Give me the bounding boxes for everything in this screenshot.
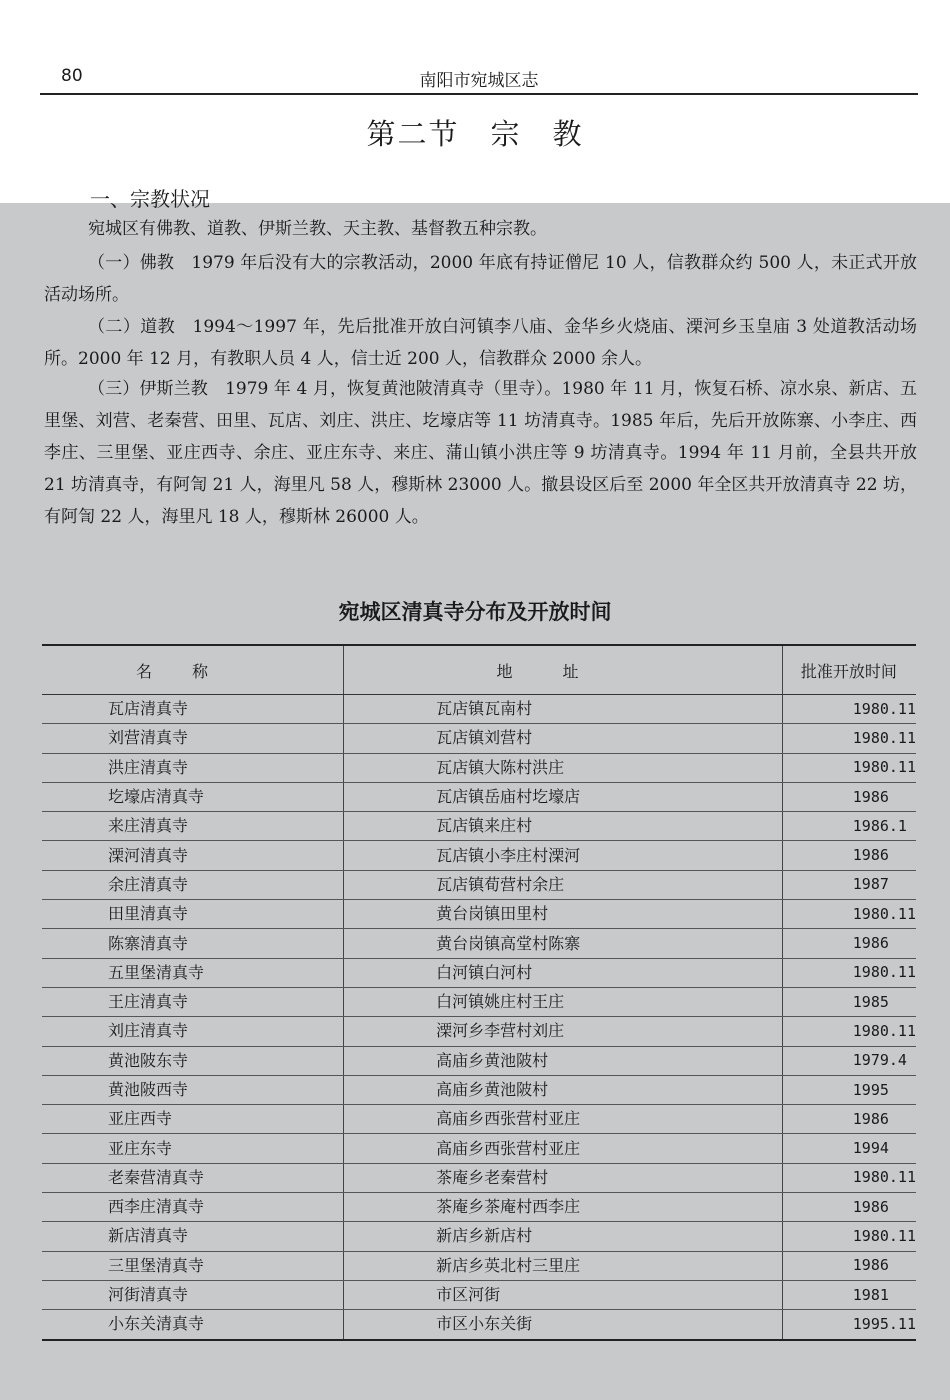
table-title: 宛城区清真寺分布及开放时间 bbox=[338, 600, 612, 624]
table-row bbox=[42, 1222, 916, 1251]
cell-name: 亚庄西寺 bbox=[42, 1105, 344, 1134]
cell-address: 瓦店镇小李庄村溧河 bbox=[344, 841, 783, 870]
cell-name: 刘庄清真寺 bbox=[42, 1017, 344, 1046]
cell-name: 王庄清真寺 bbox=[42, 987, 344, 1016]
cell-name: 河街清真寺 bbox=[42, 1280, 344, 1309]
cell-name: 来庄清真寺 bbox=[42, 812, 344, 841]
mosque-table bbox=[42, 644, 916, 1341]
cell-name: 小东关清真寺 bbox=[42, 1310, 344, 1340]
cell-address: 市区河街 bbox=[344, 1280, 783, 1309]
subsection-title: 一、宗教状况 bbox=[90, 187, 210, 211]
column-header-approval-date: 批准开放时间 bbox=[782, 645, 916, 695]
cell-date: 1986 bbox=[782, 841, 916, 870]
column-header-name: 名称 bbox=[42, 645, 344, 695]
cell-date: 1986 bbox=[782, 1193, 916, 1222]
table-row bbox=[42, 1163, 916, 1192]
cell-name: 陈寨清真寺 bbox=[42, 929, 344, 958]
cell-address: 高庙乡黄池陂村 bbox=[344, 1046, 783, 1075]
running-header bbox=[40, 64, 918, 94]
cell-address: 瓦店镇刘营村 bbox=[344, 724, 783, 753]
cell-date: 1981 bbox=[782, 1280, 916, 1309]
table-header-row bbox=[42, 645, 916, 695]
paragraph-islam: （三）伊斯兰教 1979 年 4 月，恢复黄池陂清真寺（里寺）。1980 年 11 月，恢复石桥、凉水泉、新店、五里堡、刘营、老秦营、田里、瓦店、刘庄、洪庄、圪壕店等 11 坊清真寺。1985 年后，先后开放陈寨、小李庄、西李庄、三里堡、亚庄西寺、余庄、亚庄东寺、来庄、蒲山镇小洪庄等 9 坊清真寺。1994 年 11 月前，全县共开放 21 坊清真寺，有阿訇 21 人，海里凡 58 人，穆斯林 23000 人。撤县设区后至 2000 年全区共开放清真寺 22 坊，有阿訇 22 人，海里凡 18 人，穆斯林 26000 人。 bbox=[44, 379, 917, 527]
table-row bbox=[42, 987, 916, 1016]
table-row bbox=[42, 724, 916, 753]
cell-name: 田里清真寺 bbox=[42, 900, 344, 929]
cell-address: 溧河乡李营村刘庄 bbox=[344, 1017, 783, 1046]
cell-name: 洪庄清真寺 bbox=[42, 753, 344, 782]
cell-name: 刘营清真寺 bbox=[42, 724, 344, 753]
cell-address: 白河镇白河村 bbox=[344, 958, 783, 987]
cell-date: 1986 bbox=[782, 1105, 916, 1134]
table-row bbox=[42, 1310, 916, 1340]
table-row bbox=[42, 1017, 916, 1046]
cell-date: 1986 bbox=[782, 929, 916, 958]
table-row bbox=[42, 929, 916, 958]
cell-date: 1979.4 bbox=[782, 1046, 916, 1075]
cell-date: 1980.11 bbox=[782, 695, 916, 724]
cell-date: 1980.11 bbox=[782, 900, 916, 929]
table-row bbox=[42, 695, 916, 724]
cell-name: 瓦店清真寺 bbox=[42, 695, 344, 724]
cell-address: 新店乡英北村三里庄 bbox=[344, 1251, 783, 1280]
cell-name: 黄池陂东寺 bbox=[42, 1046, 344, 1075]
paragraph-buddhism: （一）佛教 1979 年后没有大的宗教活动，2000 年底有持证僧尼 10 人，信教群众约 500 人，未正式开放活动场所。 bbox=[44, 253, 917, 305]
cell-address: 高庙乡西张营村亚庄 bbox=[344, 1105, 783, 1134]
cell-address: 黄台岗镇田里村 bbox=[344, 900, 783, 929]
cell-address: 白河镇姚庄村王庄 bbox=[344, 987, 783, 1016]
section-title: 第二节 宗 教 bbox=[366, 117, 584, 151]
table-row bbox=[42, 1105, 916, 1134]
table-row bbox=[42, 841, 916, 870]
cell-date: 1980.11 bbox=[782, 1017, 916, 1046]
table-row bbox=[42, 1193, 916, 1222]
cell-address: 瓦店镇大陈村洪庄 bbox=[344, 753, 783, 782]
table-row bbox=[42, 753, 916, 782]
cell-date: 1995.11 bbox=[782, 1310, 916, 1340]
table-row bbox=[42, 1075, 916, 1104]
cell-address: 瓦店镇来庄村 bbox=[344, 812, 783, 841]
cell-name: 余庄清真寺 bbox=[42, 870, 344, 899]
table-row bbox=[42, 900, 916, 929]
cell-address: 市区小东关街 bbox=[344, 1310, 783, 1340]
cell-address: 高庙乡西张营村亚庄 bbox=[344, 1134, 783, 1163]
cell-name: 圪壕店清真寺 bbox=[42, 782, 344, 811]
cell-name: 老秦营清真寺 bbox=[42, 1163, 344, 1192]
book-title: 南阳市宛城区志 bbox=[419, 71, 539, 91]
page-number: 80 bbox=[61, 66, 83, 86]
table-row bbox=[42, 782, 916, 811]
cell-date: 1980.11 bbox=[782, 958, 916, 987]
cell-date: 1986.1 bbox=[782, 812, 916, 841]
paragraph-intro: 宛城区有佛教、道教、伊斯兰教、天主教、基督教五种宗教。 bbox=[88, 219, 547, 239]
cell-date: 1980.11 bbox=[782, 724, 916, 753]
cell-address: 茶庵乡老秦营村 bbox=[344, 1163, 783, 1192]
cell-address: 瓦店镇荀营村余庄 bbox=[344, 870, 783, 899]
table-row bbox=[42, 870, 916, 899]
cell-date: 1995 bbox=[782, 1075, 916, 1104]
cell-date: 1980.11 bbox=[782, 753, 916, 782]
cell-date: 1987 bbox=[782, 870, 916, 899]
cell-address: 瓦店镇岳庙村圪壕店 bbox=[344, 782, 783, 811]
cell-name: 五里堡清真寺 bbox=[42, 958, 344, 987]
table-row bbox=[42, 1134, 916, 1163]
cell-date: 1986 bbox=[782, 782, 916, 811]
paragraph-taoism: （二）道教 1994～1997 年，先后批准开放白河镇李八庙、金华乡火烧庙、溧河乡玉皇庙 3 处道教活动场所。2000 年 12 月，有教职人员 4 人，信士近 200 人，信教群众 2000 余人。 bbox=[44, 317, 917, 369]
table-row bbox=[42, 958, 916, 987]
cell-date: 1980.11 bbox=[782, 1163, 916, 1192]
cell-address: 新店乡新店村 bbox=[344, 1222, 783, 1251]
table-row bbox=[42, 1280, 916, 1309]
cell-address: 瓦店镇瓦南村 bbox=[344, 695, 783, 724]
header-rule bbox=[40, 93, 918, 95]
cell-date: 1980.11 bbox=[782, 1222, 916, 1251]
cell-name: 三里堡清真寺 bbox=[42, 1251, 344, 1280]
cell-name: 亚庄东寺 bbox=[42, 1134, 344, 1163]
cell-address: 茶庵乡茶庵村西李庄 bbox=[344, 1193, 783, 1222]
cell-name: 西李庄清真寺 bbox=[42, 1193, 344, 1222]
cell-date: 1985 bbox=[782, 987, 916, 1016]
cell-name: 黄池陂西寺 bbox=[42, 1075, 344, 1104]
cell-address: 高庙乡黄池陂村 bbox=[344, 1075, 783, 1104]
table-row bbox=[42, 1046, 916, 1075]
cell-date: 1986 bbox=[782, 1251, 916, 1280]
cell-name: 新店清真寺 bbox=[42, 1222, 344, 1251]
cell-address: 黄台岗镇高堂村陈寨 bbox=[344, 929, 783, 958]
cell-date: 1994 bbox=[782, 1134, 916, 1163]
column-header-address: 地址 bbox=[344, 645, 783, 695]
table-row bbox=[42, 812, 916, 841]
table-row bbox=[42, 1251, 916, 1280]
cell-name: 溧河清真寺 bbox=[42, 841, 344, 870]
